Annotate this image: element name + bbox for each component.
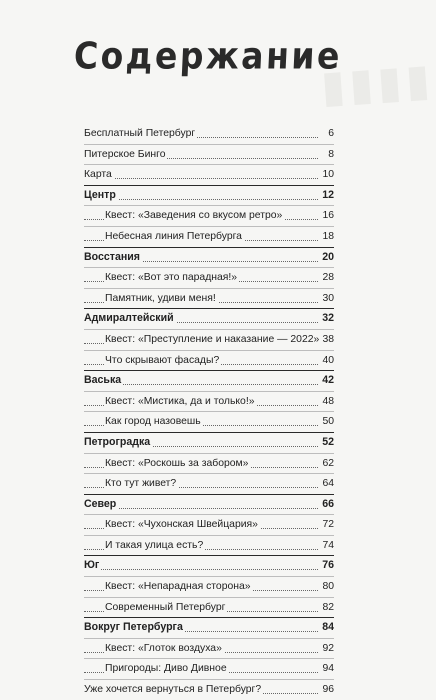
- toc-entry-row: [84, 164, 334, 185]
- toc-entry-row: [84, 124, 334, 144]
- toc-chapter-row: [84, 555, 334, 576]
- toc-entry-label: Что скрывают фасады?: [105, 351, 221, 371]
- toc-subentry-row: [84, 288, 334, 309]
- toc-entry-label: Пригороды: Диво Дивное: [105, 659, 229, 679]
- toc-page-number: 32: [320, 309, 334, 329]
- toc-page-number: 40: [320, 351, 334, 371]
- toc-subentry-row: [84, 514, 334, 535]
- toc-entry-label: Как город назовешь: [105, 412, 203, 432]
- toc-page-number: 6: [326, 124, 334, 144]
- toc-page-number: 74: [320, 536, 334, 556]
- toc-subentry-row: [84, 350, 334, 371]
- toc-entry-label: Небесная линия Петербурга: [105, 227, 244, 247]
- toc-subentry-row: [84, 453, 334, 474]
- toc-subentry-row: [84, 597, 334, 618]
- toc-subentry-row: [84, 411, 334, 432]
- dot-leader: [84, 569, 318, 570]
- toc-entry-row: [84, 679, 334, 700]
- toc-page-number: 8: [326, 145, 334, 165]
- toc-entry-label: Уже хочется вернуться в Петербург?: [84, 680, 263, 700]
- toc-page-number: 82: [320, 598, 334, 618]
- toc-subentry-row: [84, 329, 334, 350]
- toc-chapter-row: [84, 432, 334, 453]
- toc-entry-label: Вокруг Петербурга: [84, 618, 185, 638]
- toc-entry-label: Бесплатный Петербург: [84, 124, 197, 144]
- toc-entry-label: Кто тут живет?: [105, 474, 178, 494]
- toc-subentry-row: [84, 205, 334, 226]
- toc-entry-label: Квест: «Непарадная сторона»: [105, 577, 253, 597]
- dot-leader: [84, 178, 318, 179]
- toc-subentry-row: [84, 391, 334, 412]
- toc-subentry-row: [84, 226, 334, 247]
- toc-page-number: 72: [320, 515, 334, 535]
- toc-entry-label: Адмиралтейский: [84, 309, 176, 329]
- toc-subentry-row: [84, 658, 334, 679]
- toc-entry-label: Юг: [84, 556, 101, 576]
- toc-chapter-row: [84, 370, 334, 391]
- toc-chapter-row: [84, 617, 334, 638]
- toc-page-number: 62: [320, 454, 334, 474]
- toc-page-number: 94: [320, 659, 334, 679]
- toc-page-number: 64: [320, 474, 334, 494]
- toc-entry-row: [84, 144, 334, 165]
- toc-page-number: 66: [320, 495, 334, 515]
- dot-leader: [84, 199, 318, 200]
- toc-page-number: 28: [320, 268, 334, 288]
- toc-page-number: 50: [320, 412, 334, 432]
- toc-chapter-row: [84, 494, 334, 515]
- toc-entry-label: Квест: «Заведения со вкусом ретро»: [105, 206, 284, 226]
- toc-page-number: 18: [320, 227, 334, 247]
- toc-subentry-row: [84, 535, 334, 556]
- page-title: Содержание: [72, 33, 344, 78]
- toc-entry-label: Памятник, удиви меня!: [105, 289, 218, 309]
- toc-entry-label: Квест: «Чухонская Швейцария»: [105, 515, 260, 535]
- table-of-contents: [84, 124, 334, 700]
- toc-entry-label: Петроградка: [84, 433, 152, 453]
- toc-entry-label: Карта: [84, 165, 114, 185]
- toc-page-number: 76: [320, 556, 334, 576]
- toc-page-number: 20: [320, 248, 334, 268]
- toc-chapter-row: [84, 247, 334, 268]
- toc-chapter-row: [84, 308, 334, 329]
- toc-page-number: 10: [320, 165, 334, 185]
- toc-page-number: 48: [320, 392, 334, 412]
- toc-entry-label: Центр: [84, 186, 118, 206]
- dot-leader: [84, 508, 318, 509]
- toc-page-number: 52: [320, 433, 334, 453]
- toc-entry-label: И такая улица есть?: [105, 536, 205, 556]
- toc-entry-label: Квест: «Глоток воздуха»: [105, 639, 224, 659]
- toc-entry-label: Современный Петербург: [105, 598, 227, 618]
- toc-chapter-row: [84, 185, 334, 206]
- toc-subentry-row: [84, 638, 334, 659]
- toc-subentry-row: [84, 267, 334, 288]
- toc-subentry-row: [84, 576, 334, 597]
- toc-entry-label: Квест: «Вот это парадная!»: [105, 268, 239, 288]
- toc-entry-label: Квест: «Мистика, да и только!»: [105, 392, 256, 412]
- toc-page-number: 38: [320, 330, 334, 350]
- toc-entry-label: Квест: «Преступление и наказание — 2022»: [105, 330, 321, 350]
- toc-page-number: 84: [320, 618, 334, 638]
- toc-entry-label: Питерское Бинго: [84, 145, 167, 165]
- toc-page-number: 80: [320, 577, 334, 597]
- toc-page-number: 92: [320, 639, 334, 659]
- toc-entry-label: Восстания: [84, 248, 142, 268]
- toc-entry-label: Север: [84, 495, 118, 515]
- toc-entry-label: Васька: [84, 371, 123, 391]
- toc-page-number: 16: [320, 206, 334, 226]
- toc-subentry-row: [84, 473, 334, 494]
- toc-entry-label: Квест: «Роскошь за забором»: [105, 454, 250, 474]
- toc-page-number: 42: [320, 371, 334, 391]
- toc-page-number: 96: [320, 680, 334, 700]
- toc-page-number: 30: [320, 289, 334, 309]
- background-bleed-through-decoration: ▮▮▮▮: [319, 54, 436, 113]
- toc-page-number: 12: [320, 186, 334, 206]
